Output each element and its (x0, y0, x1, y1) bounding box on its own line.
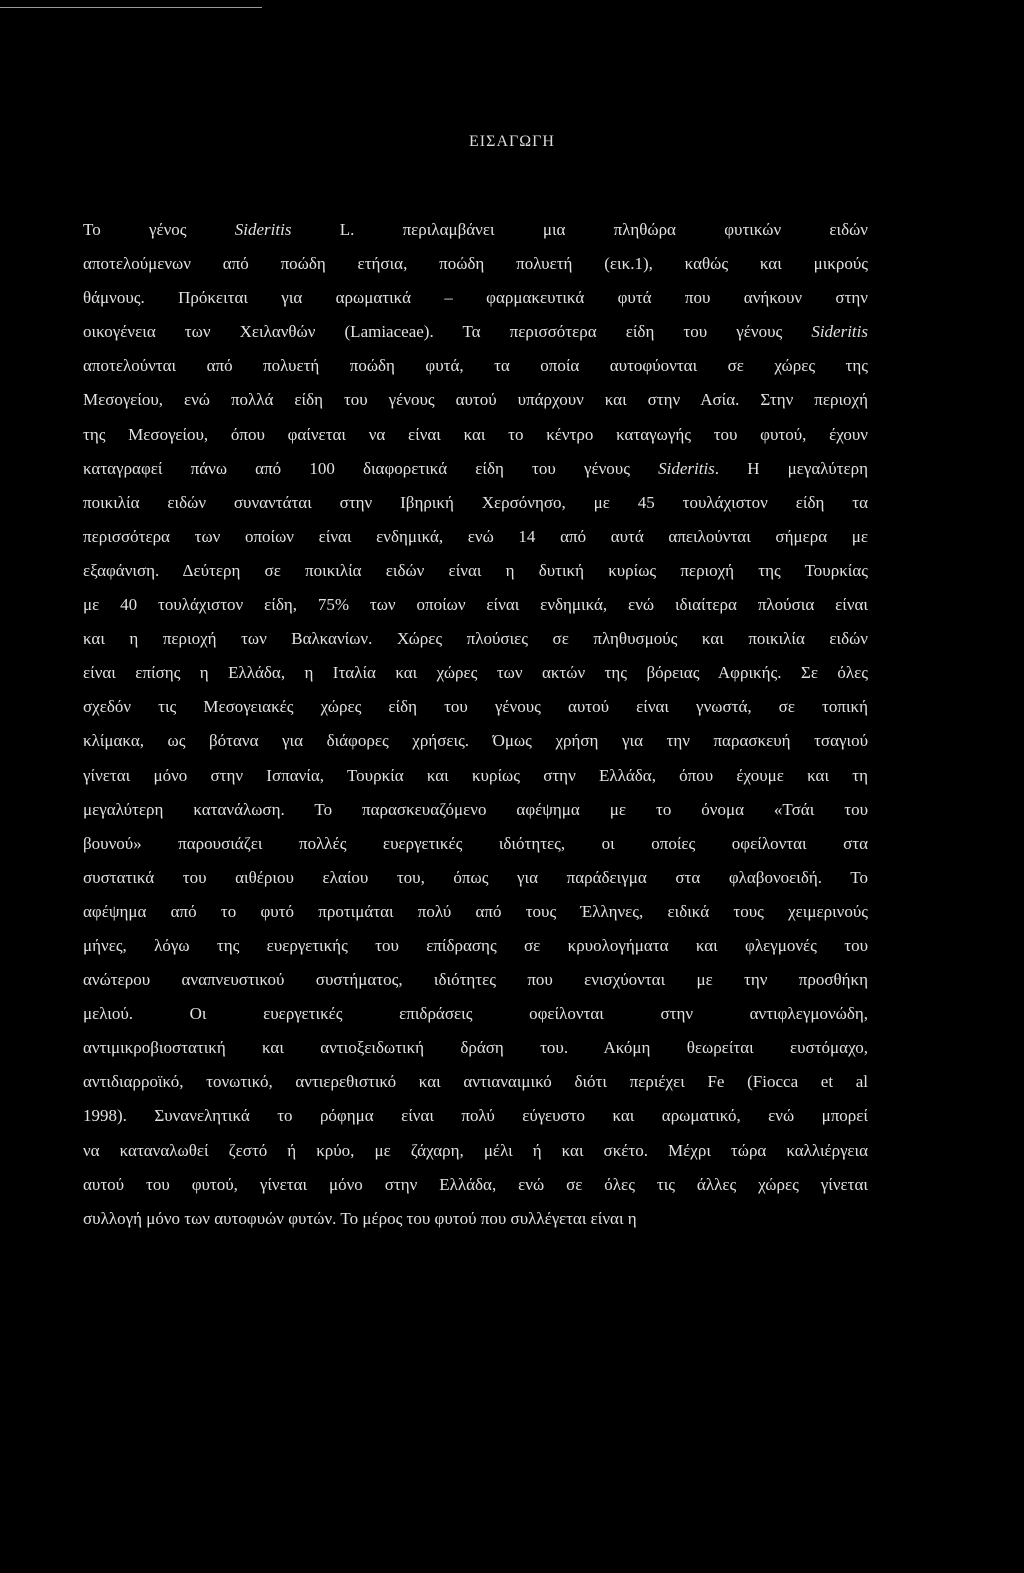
text-line: ανώτερου αναπνευστικού συστήματος, ιδιότητες που ενισχύονται με την προσθήκη (83, 970, 868, 990)
text-line: συστατικά του αιθέριου ελαίου του, όπως για παράδειγμα στα φλαβονοειδή. Το (83, 867, 868, 887)
text-line: αντιδιαρροϊκό, τονωτικό, αντιερεθιστικό και αντιαναιμικό διότι περιέχει Fe (Fiocca et al (83, 1072, 868, 1092)
text-line: μήνες, λόγω της ευεργετικής του επίδρασης σε κρυολογήματα και φλεγμονές του (83, 935, 868, 955)
text-line: συλλογή μόνο των αυτοφυών φυτών. Το μέρος του φυτού που συλλέγεται είναι η (83, 1208, 637, 1228)
text-line: καταγραφεί πάνω από 100 διαφορετικά είδη του γένους Sideritis. Η μεγαλύτερη (83, 458, 868, 478)
text-line: Μεσογείου, ενώ πολλά είδη του γένους αυτού υπάρχουν και στην Ασία. Στην περιοχή (83, 390, 868, 410)
text-line: να καταναλωθεί ζεστό ή κρύο, με ζάχαρη, μέλι ή και σκέτο. Μέχρι τώρα καλλιέργεια (83, 1140, 868, 1160)
text-line: με 40 τουλάχιστον είδη, 75% των οποίων είναι ενδημικά, ενώ ιδιαίτερα πλούσια είναι (83, 595, 868, 615)
text-line: εξαφάνιση. Δεύτερη σε ποικιλία ειδών είναι η δυτική κυρίως περιοχή της Τουρκίας (83, 560, 868, 580)
text-line: και η περιοχή των Βαλκανίων. Χώρες πλούσιες σε πληθυσμούς και ποικιλία ειδών (83, 629, 868, 649)
top-rule (0, 7, 262, 8)
text-line: μελιού. Οι ευεργετικές επιδράσεις οφείλονται στην αντιφλεγμονώδη, (83, 1004, 868, 1024)
text-line: κλίμακα, ως βότανα για διάφορες χρήσεις. Όμως χρήση για την παρασκευή τσαγιού (83, 731, 868, 751)
text-line: είναι επίσης η Ελλάδα, η Ιταλία και χώρες των ακτών της βόρειας Αφρικής. Σε όλες (83, 663, 868, 683)
text-line: της Μεσογείου, όπου φαίνεται να είναι και το κέντρο καταγωγής του φυτού, έχουν (83, 424, 868, 444)
text-line: αφέψημα από το φυτό προτιμάται πολύ από τους Έλληνες, ειδικά τους χειμερινούς (83, 901, 868, 921)
text-line: βουνού» παρουσιάζει πολλές ευεργετικές ιδιότητες, οι οποίες οφείλονται στα (83, 833, 868, 853)
text-line: αυτού του φυτού, γίνεται μόνο στην Ελλάδα, ενώ σε όλες τις άλλες χώρες γίνεται (83, 1174, 868, 1194)
text-line: μεγαλύτερη κατανάλωση. Το παρασκευαζόμενο αφέψημα με το όνομα «Τσάι του (83, 799, 868, 819)
text-line: οικογένεια των Χειλανθών (Lamiaceae). Τα περισσότερα είδη του γένους Sideritis (83, 322, 868, 342)
text-line: σχεδόν τις Μεσογειακές χώρες είδη του γένους αυτού είναι γνωστά, σε τοπική (83, 697, 868, 717)
text-line: αντιμικροβιοστατική και αντιοξειδωτική δράση του. Ακόμη θεωρείται ευστόμαχο, (83, 1038, 868, 1058)
text-line: ποικιλία ειδών συναντάται στην Ιβηρική Χερσόνησο, με 45 τουλάχιστον είδη τα (83, 492, 868, 512)
text-line: αποτελούνται από πολυετή ποώδη φυτά, τα οποία αυτοφύονται σε χώρες της (83, 356, 868, 376)
page-title: ΕΙΣΑΓΩΓΗ (469, 133, 555, 150)
text-line: Το γένος Sideritis L. περιλαμβάνει μια πληθώρα φυτικών ειδών (83, 220, 868, 239)
text-line: γίνεται μόνο στην Ισπανία, Τουρκία και κυρίως στην Ελλάδα, όπου έχουμε και τη (83, 765, 868, 785)
text-line: 1998). Συνανελητικά το ρόφημα είναι πολύ εύγευστο και αρωματικό, ενώ μπορεί (83, 1106, 868, 1126)
text-line: θάμνους. Πρόκειται για αρωματικά – φαρμακευτικά φυτά που ανήκουν στην (83, 288, 868, 308)
body-text (83, 213, 868, 1236)
text-line: περισσότερα των οποίων είναι ενδημικά, ενώ 14 από αυτά απειλούνται σήμερα με (83, 526, 868, 546)
text-line: αποτελούμενων από ποώδη ετήσια, ποώδη πολυετή (εικ.1), καθώς και μικρούς (83, 254, 868, 274)
